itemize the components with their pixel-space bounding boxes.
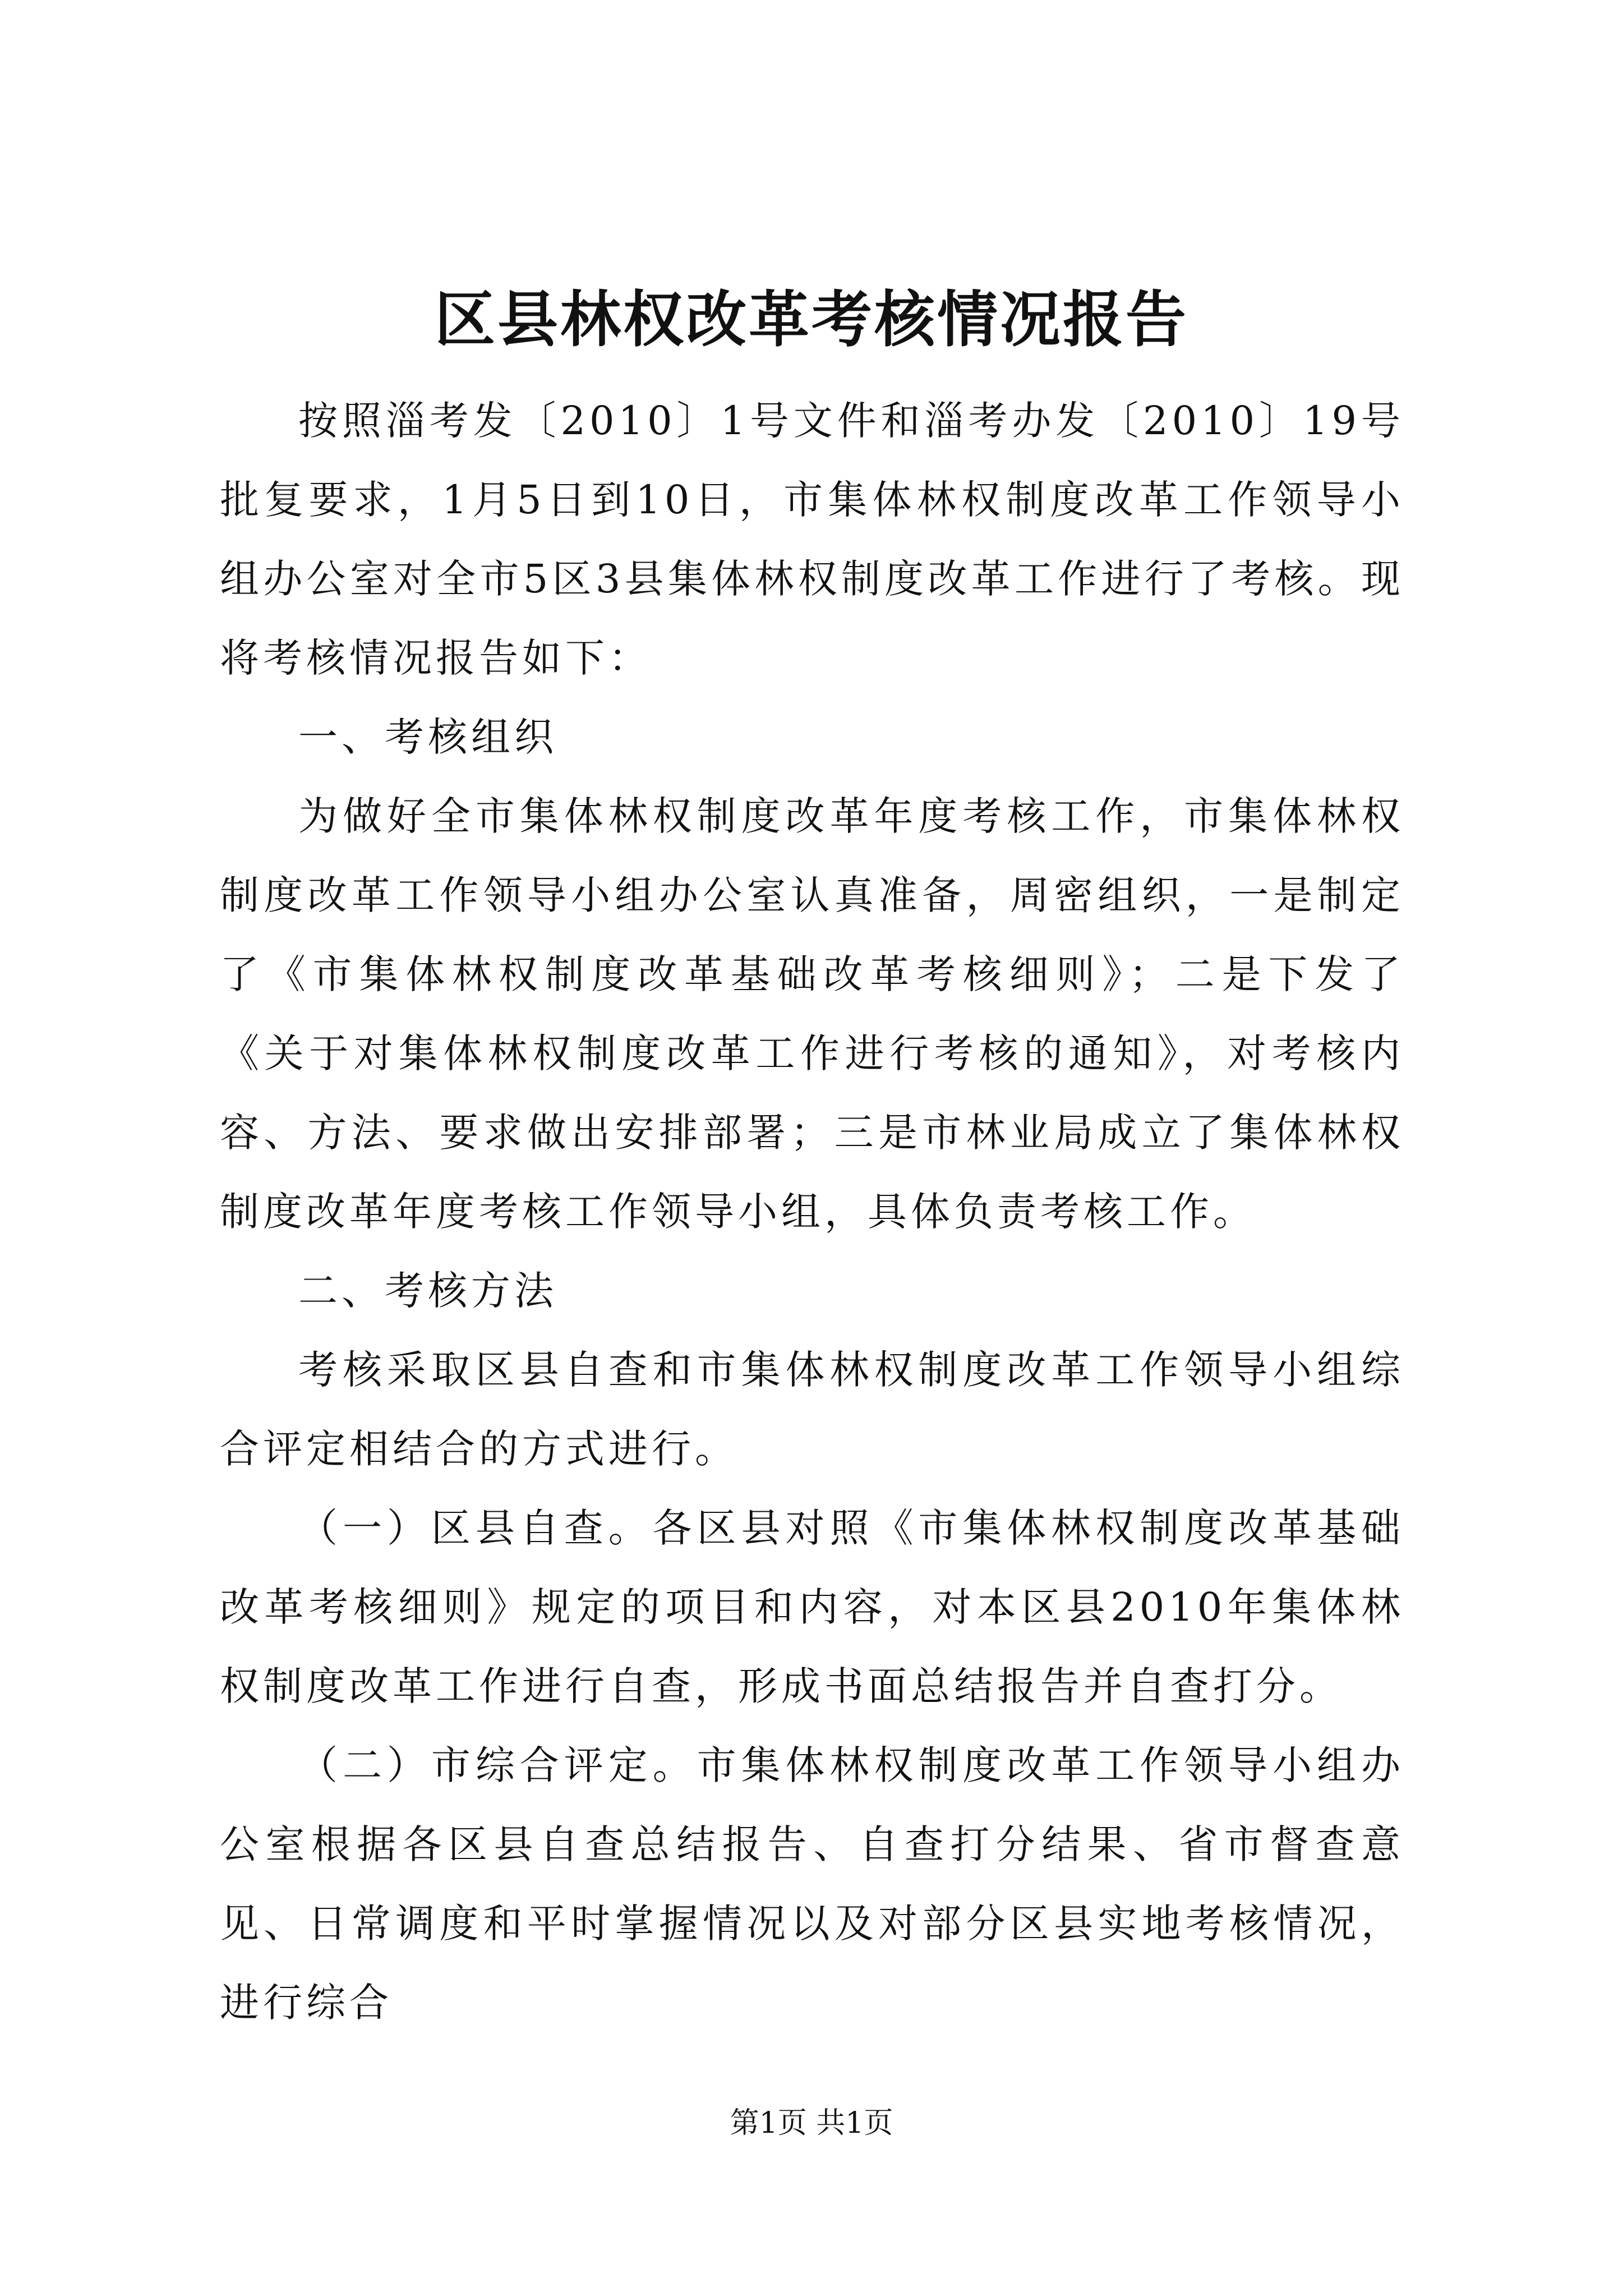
paragraph-city-evaluation: （二）市综合评定。市集体林权制度改革工作领导小组办公室根据各区县自查总结报告、自查打分结果、省市督查意见、日常调度和平时掌握情况以及对部分区县实地考核情况，进行综合 bbox=[220, 1742, 1404, 2026]
paragraph-organization: 为做好全市集体林权制度改革年度考核工作，市集体林权制度改革工作领导小组办公室认真准备，周密组织，一是制定了《市集体林权制度改革基础改革考核细则》；二是下发了《关于对集体林权制度改革工作进行考核的通知》，对考核内容、方法、要求做出安排部署；三是市林业局成立了集体林权制度改革年度考核工作领导小组，具体负责考核工作。 bbox=[220, 793, 1404, 1235]
document-body bbox=[220, 381, 1404, 2042]
paragraph-self-check: （一）区县自查。各区县对照《市集体林权制度改革基础改革考核细则》规定的项目和内容，对本区县2010年集体林权制度改革工作进行自查，形成书面总结报告并自查打分。 bbox=[220, 1505, 1404, 1709]
section-heading-organization: 一、考核组织 bbox=[298, 714, 557, 760]
page-footer: 第1页 共1页 bbox=[730, 2106, 893, 2140]
section-heading-method: 二、考核方法 bbox=[298, 1268, 557, 1314]
paragraph-intro: 按照淄考发〔2010〕1号文件和淄考办发〔2010〕19号批复要求，1月5日到10日，市集体林权制度改革工作领导小组办公室对全市5区3县集体林权制度改革工作进行了考核。现将考核情况报告如下： bbox=[220, 398, 1404, 681]
paragraph-method: 考核采取区县自查和市集体林权制度改革工作领导小组综合评定相结合的方式进行。 bbox=[220, 1347, 1404, 1472]
document-title: 区县林权改革考核情况报告 bbox=[434, 284, 1188, 355]
